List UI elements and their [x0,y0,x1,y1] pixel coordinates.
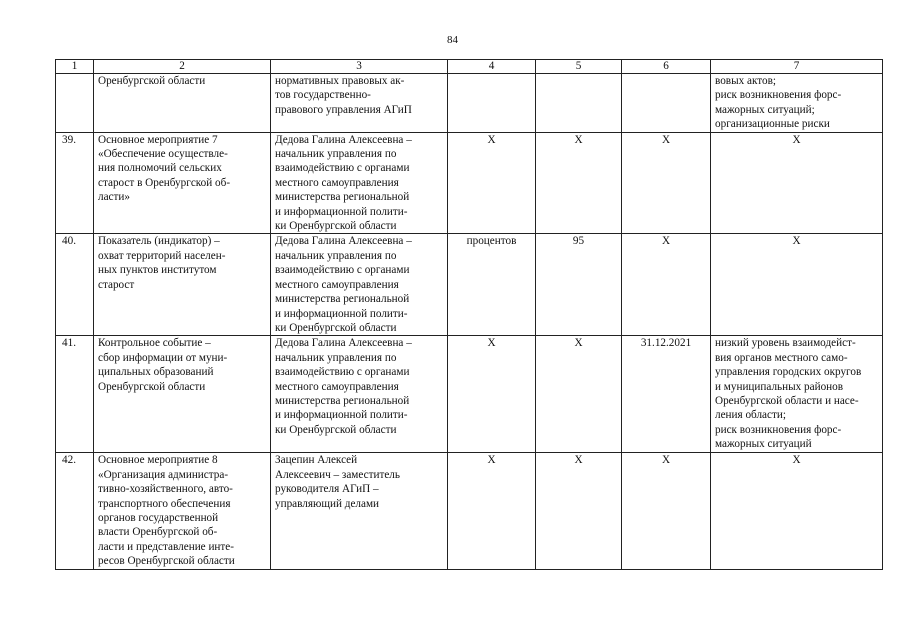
deadline-cell: Х [622,453,711,569]
risk-cell-line: риск возникновения форс- [715,423,842,436]
activity-name-cell [94,74,271,133]
activity-name-cell-line: Контрольное событие – [98,337,211,350]
activity-name-cell-line: ресов Оренбургской области [98,555,235,568]
unit-cell: процентов [448,234,536,336]
table-row [56,234,883,336]
activity-name-cell-line: органов государственной [98,511,219,524]
responsible-cell-line: взаимодействию с органами [275,366,410,379]
column-header: 6 [622,60,711,74]
risk-cell-line: риск возникновения форс- [715,89,842,102]
responsible-cell-line: начальник управления по [275,249,397,262]
table-row [56,132,883,234]
responsible-cell-line: ки Оренбургской области [275,321,397,334]
column-header: 5 [536,60,622,74]
value-cell [536,74,622,133]
activity-name-cell-line: ных пунктов институтом [98,264,217,277]
responsible-cell-line: местного самоуправления [275,176,399,189]
responsible-cell-line: министерства региональной [275,293,410,306]
unit-cell: Х [448,336,536,453]
activity-name-cell [94,132,271,234]
risk-cell-line: Х [792,454,801,467]
risk-cell-line: низкий уровень взаимодейст- [715,337,856,350]
responsible-cell-line: правового управления АГиП [275,103,412,116]
risk-cell [711,74,883,133]
risk-cell-line: организационные риски [715,118,830,131]
responsible-cell-line: министерства региональной [275,191,410,204]
responsible-cell-line: и информационной полити- [275,205,408,218]
activity-name-cell-line: ласти» [98,191,130,204]
deadline-cell: Х [622,234,711,336]
value-cell: Х [536,453,622,569]
activity-name-cell [94,234,271,336]
activity-name-cell-line: старост [98,278,135,291]
responsible-cell [271,453,448,569]
risk-cell [711,453,883,569]
activity-name-cell-line: тивно-хозяйственного, авто- [98,483,233,496]
responsible-cell-line: взаимодействию с органами [275,264,410,277]
risk-cell-line: Х [792,235,801,248]
risk-cell-line: мажорных ситуаций; [715,103,815,116]
risk-cell-line: вия органов местного само- [715,351,848,364]
responsible-cell-line: и информационной полити- [275,307,408,320]
deadline-cell [622,74,711,133]
activity-name-cell-line: ципальных образований [98,366,214,379]
unit-cell: Х [448,453,536,569]
risk-cell-line: Оренбургской области и насе- [715,394,859,407]
responsible-cell-line: местного самоуправления [275,380,399,393]
responsible-cell-line: Дедова Галина Алексеевна – [275,235,412,248]
row-number: 39. [56,132,94,234]
responsible-cell [271,74,448,133]
table-row [56,336,883,453]
activity-name-cell-line: ния полномочий сельских [98,162,222,175]
risk-cell-line: управления городских округов [715,366,862,379]
responsible-cell-line: взаимодействию с органами [275,162,410,175]
responsible-cell-line: местного самоуправления [275,278,399,291]
responsible-cell [271,234,448,336]
activity-name-cell-line: транспортного обеспечения [98,497,231,510]
column-header: 3 [271,60,448,74]
row-number: 42. [56,453,94,569]
activity-name-cell-line: Основное мероприятие 8 [98,454,218,467]
deadline-cell: Х [622,132,711,234]
activity-name-cell-line: ласти и представление инте- [98,540,234,553]
risk-cell-line: вовых актов; [715,75,776,87]
responsible-cell-line: начальник управления по [275,148,397,161]
responsible-cell-line: руководителя АГиП – [275,483,379,496]
risk-cell-line: ления области; [715,409,786,422]
activity-name-cell-line: Основное мероприятие 7 [98,133,218,146]
responsible-cell [271,336,448,453]
risk-cell [711,234,883,336]
row-number: 41. [56,336,94,453]
risk-cell [711,132,883,234]
column-header: 1 [56,60,94,74]
column-header: 4 [448,60,536,74]
responsible-cell-line: Дедова Галина Алексеевна – [275,337,412,350]
activity-name-cell-line: Оренбургской области [98,380,206,393]
value-cell: 95 [536,234,622,336]
responsible-cell-line: ки Оренбургской области [275,220,397,233]
column-header: 2 [94,60,271,74]
responsible-cell-line: ки Оренбургской области [275,423,397,436]
row-number: 40. [56,234,94,336]
responsible-cell-line: тов государственно- [275,89,371,102]
page-number: 84 [447,34,458,46]
table-row [56,74,883,133]
activity-name-cell [94,453,271,569]
responsible-cell-line: Дедова Галина Алексеевна – [275,133,412,146]
responsible-cell-line: нормативных правовых ак- [275,75,405,87]
column-header: 7 [711,60,883,74]
activity-name-cell-line: «Организация администра- [98,468,229,481]
activity-name-cell-line: «Обеспечение осуществле- [98,148,228,161]
table-row [56,453,883,569]
row-number [56,74,94,133]
responsible-cell-line: министерства региональной [275,394,410,407]
risk-cell [711,336,883,453]
unit-cell [448,74,536,133]
activity-name-cell-line: Оренбургской области [98,75,206,87]
activity-name-cell-line: сбор информации от муни- [98,351,228,364]
activity-name-cell-line: власти Оренбургской об- [98,526,218,539]
header-row [56,60,883,74]
deadline-cell: 31.12.2021 [622,336,711,453]
program-table [55,59,883,570]
responsible-cell-line: и информационной полити- [275,409,408,422]
activity-name-cell [94,336,271,453]
value-cell: Х [536,132,622,234]
activity-name-cell-line: старост в Оренбургской об- [98,176,231,189]
value-cell: Х [536,336,622,453]
activity-name-cell-line: Показатель (индикатор) – [98,235,220,248]
risk-cell-line: и муниципальных районов [715,380,844,393]
responsible-cell-line: Зацепин Алексей [275,454,358,467]
responsible-cell-line: управляющий делами [275,497,380,510]
responsible-cell-line: Алексеевич – заместитель [275,468,400,481]
unit-cell: Х [448,132,536,234]
responsible-cell [271,132,448,234]
risk-cell-line: мажорных ситуаций [715,438,812,451]
responsible-cell-line: начальник управления по [275,351,397,364]
risk-cell-line: Х [792,133,801,146]
activity-name-cell-line: охват территорий населен- [98,249,226,262]
